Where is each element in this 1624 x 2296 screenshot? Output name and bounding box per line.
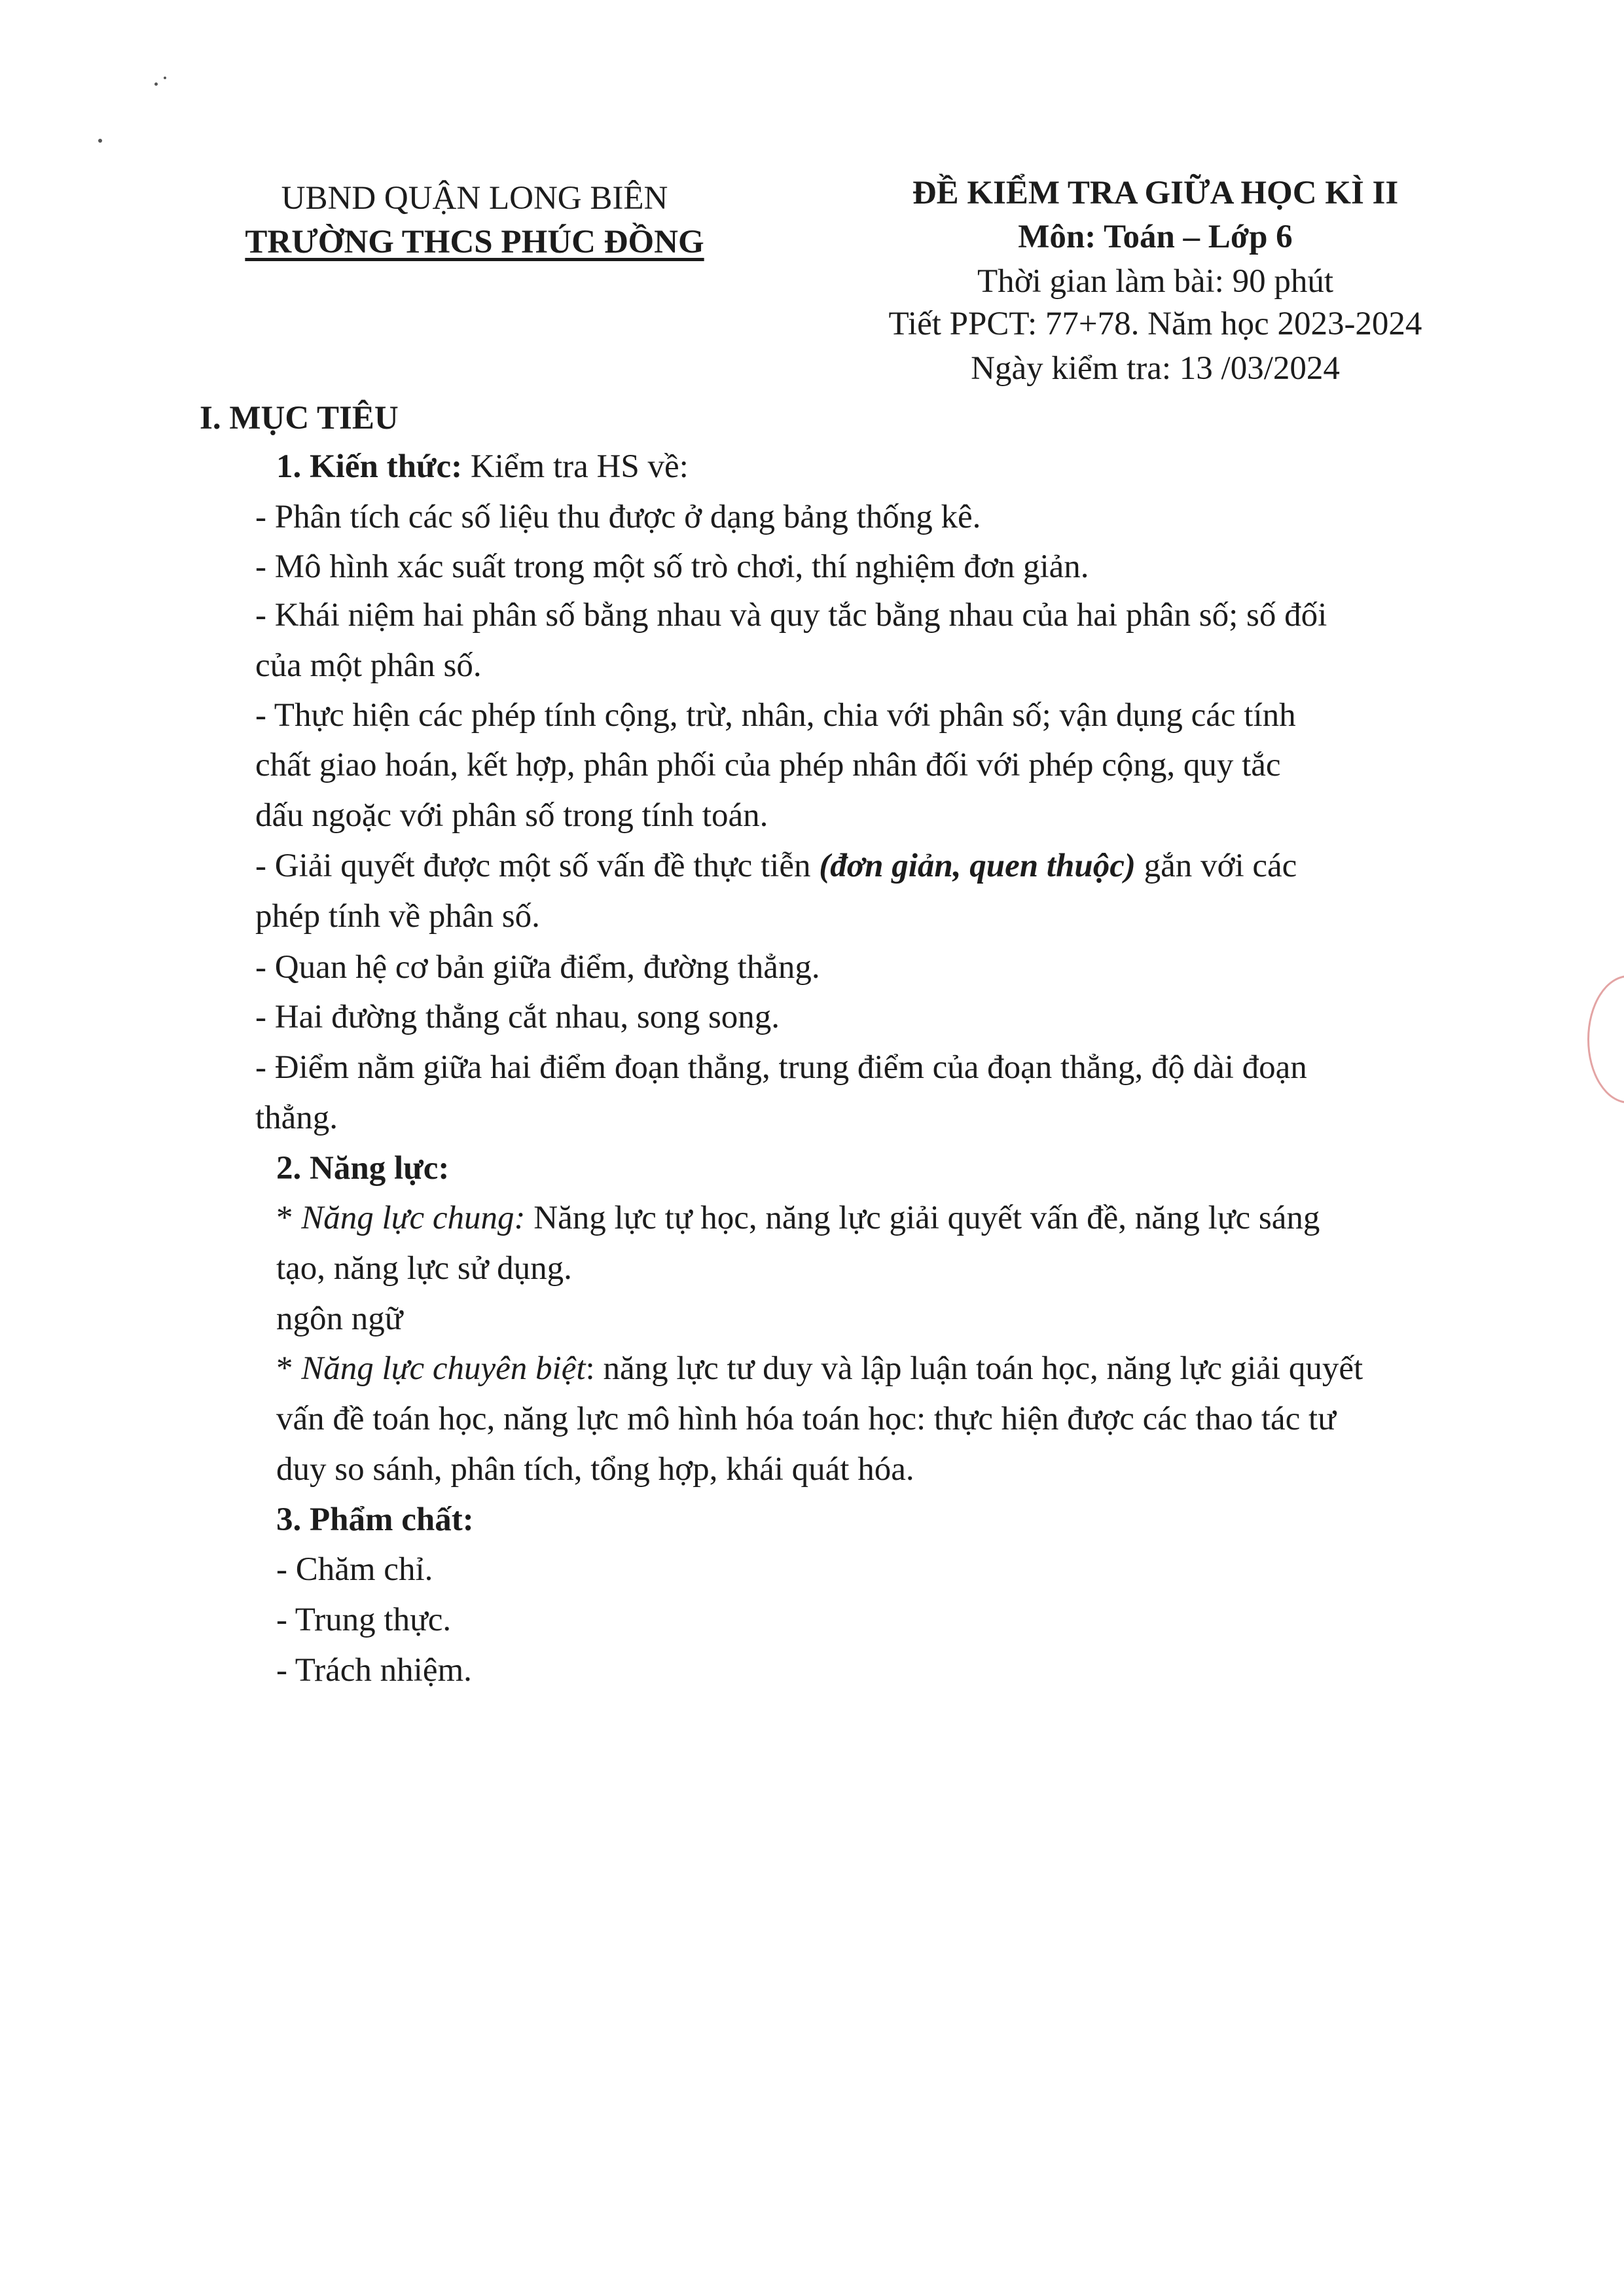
competence-heading: 2. Năng lực: bbox=[276, 1150, 450, 1187]
knowledge-item-cont: thẳng. bbox=[255, 1100, 338, 1136]
quality-item: - Trung thực. bbox=[276, 1602, 452, 1638]
section-title: I. MỤC TIÊU bbox=[200, 400, 399, 437]
special-competence: * Năng lực chuyên biệt: năng lực tư duy và lập luận toán học, năng lực giải quyết bbox=[276, 1350, 1363, 1387]
exam-subject: Môn: Toán – Lớp 6 bbox=[1018, 219, 1293, 255]
special-competence-label: Năng lực chuyên biệt bbox=[301, 1350, 586, 1387]
special-competence-cont: vấn đề toán học, năng lực mô hình hóa toán học: thực hiện được các thao tác tư bbox=[276, 1401, 1336, 1437]
general-competence: * Năng lực chung: Năng lực tự học, năng lực giải quyết vấn đề, năng lực sáng bbox=[276, 1200, 1320, 1236]
knowledge-label: 1. Kiến thức: bbox=[276, 448, 463, 485]
qualities-heading: 3. Phẩm chất: bbox=[276, 1501, 474, 1538]
special-competence-cont: duy so sánh, phân tích, tổng hợp, khái quát hóa. bbox=[276, 1451, 914, 1488]
knowledge-item: - Hai đường thẳng cắt nhau, song song. bbox=[255, 999, 780, 1035]
scan-speck bbox=[154, 82, 158, 86]
knowledge-item-cont: phép tính về phân số. bbox=[255, 898, 540, 935]
knowledge-item: - Phân tích các số liệu thu được ở dạng bảng thống kê. bbox=[255, 499, 981, 535]
knowledge-item: - Thực hiện các phép tính cộng, trừ, nhân, chia với phân số; vận dụng các tính bbox=[255, 697, 1296, 734]
general-competence-cont: ngôn ngữ bbox=[276, 1300, 403, 1337]
exam-duration: Thời gian làm bài: 90 phút bbox=[977, 263, 1333, 300]
general-competence-label: Năng lực chung: bbox=[301, 1200, 526, 1236]
knowledge-heading bbox=[276, 450, 689, 484]
general-competence-cont: tạo, năng lực sử dụng. bbox=[276, 1250, 572, 1287]
emphasis-text: (đơn giản, quen thuộc) bbox=[819, 848, 1136, 884]
scan-speck bbox=[98, 139, 102, 143]
school-name-text: TRƯỜNG THCS PHÚC ĐỒNG bbox=[245, 224, 704, 260]
knowledge-item: - Mô hình xác suất trong một số trò chơi, thí nghiệm đơn giản. bbox=[255, 548, 1089, 585]
quality-item: - Trách nhiệm. bbox=[276, 1652, 472, 1689]
school-name bbox=[209, 226, 740, 259]
exam-period: Tiết PPCT: 77+78. Năm học 2023-2024 bbox=[888, 306, 1422, 342]
knowledge-item-cont: của một phân số. bbox=[255, 647, 482, 684]
knowledge-item-cont: dấu ngoặc với phân số trong tính toán. bbox=[255, 797, 768, 834]
red-stamp-edge bbox=[1587, 975, 1624, 1103]
exam-title: ĐỀ KIỂM TRA GIỮA HỌC KÌ II bbox=[912, 175, 1399, 211]
knowledge-item: - Khái niệm hai phân số bằng nhau và quy tắc bằng nhau của hai phân số; số đối bbox=[255, 597, 1327, 634]
knowledge-item: - Quan hệ cơ bản giữa điểm, đường thẳng. bbox=[255, 949, 820, 986]
knowledge-item-cont: chất giao hoán, kết hợp, phân phối của phép nhân đối với phép cộng, quy tắc bbox=[255, 747, 1281, 783]
knowledge-item: - Giải quyết được một số vấn đề thực tiễn (đơn giản, quen thuộc) gắn với các bbox=[255, 848, 1297, 884]
district-name: UBND QUẬN LONG BIÊN bbox=[281, 180, 668, 217]
scan-speck bbox=[164, 77, 166, 79]
exam-date: Ngày kiểm tra: 13 /03/2024 bbox=[971, 350, 1340, 387]
knowledge-item: - Điểm nằm giữa hai điểm đoạn thẳng, trung điểm của đoạn thẳng, độ dài đoạn bbox=[255, 1049, 1307, 1086]
quality-item: - Chăm chỉ. bbox=[276, 1551, 433, 1588]
knowledge-intro: Kiểm tra HS về: bbox=[462, 448, 689, 485]
